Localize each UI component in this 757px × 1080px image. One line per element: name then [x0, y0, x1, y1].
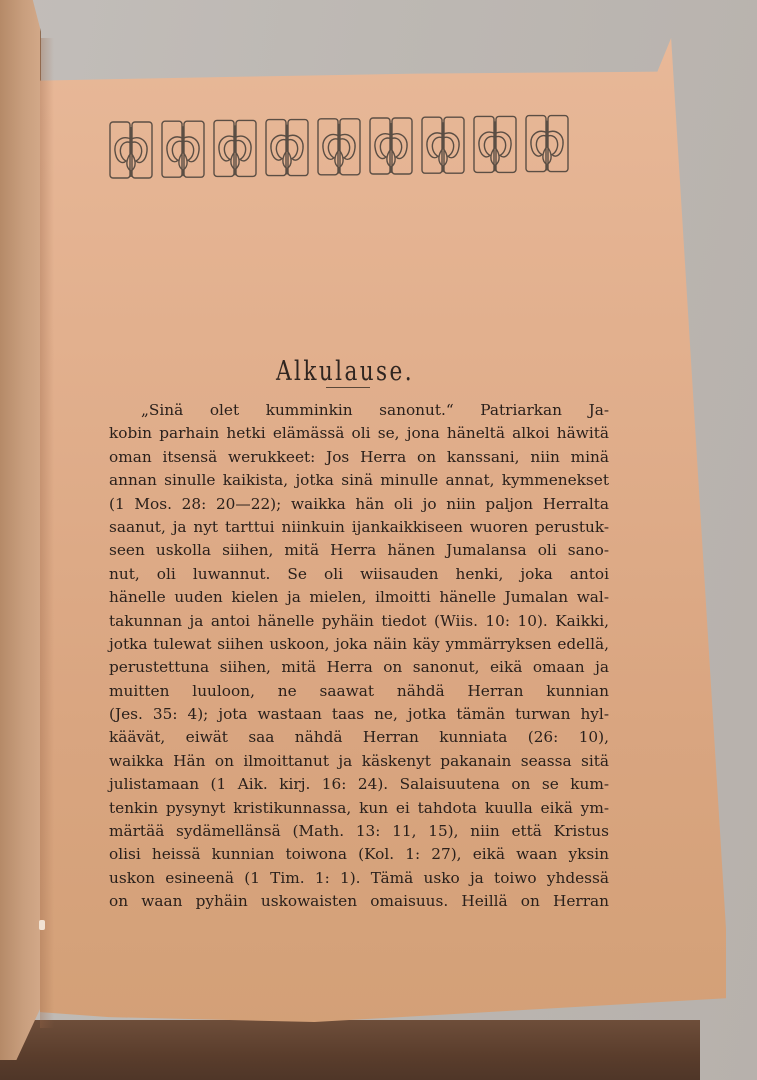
ornament-headband	[108, 110, 588, 190]
text-line: perustettuna siihen, mitä Herra on sanonut, eikä omaan ja	[109, 658, 609, 677]
text-line: uskon esineenä (1 Tim. 1: 1). Tämä usko ja toiwo yhdessä	[109, 868, 609, 887]
text-line: julistamaan (1 Aik. kirj. 16: 24). Salaisuutena on se kum-	[109, 775, 609, 794]
text-line: oman itsensä werukkeet: Jos Herra on kanssani, niin minä	[109, 447, 609, 466]
text-line: „Sinä olet kumminkin sanonut.“ Patriarkan Ja-	[141, 401, 609, 419]
book-edge-shadow	[0, 1020, 700, 1080]
text-line: on waan pyhäin uskowaisten omaisuus. Heillä on Herran	[109, 892, 609, 911]
page-gutter-shade	[40, 38, 54, 1028]
text-line: käävät, eiwät saa nähdä Herran kunniata (26: 10),	[109, 728, 609, 747]
text-line: saanut, ja nyt tarttui niinkuin ijankaikkiseen wuoren perustuk-	[109, 517, 609, 536]
binding-thread	[39, 920, 45, 930]
body-paragraph	[109, 399, 609, 914]
tulip-ornament-icon	[160, 118, 206, 180]
text-line: tenkin pysynyt kristikunnassa, kun ei tahdota kuulla eikä ym-	[109, 798, 609, 817]
title-rule	[326, 387, 370, 388]
tulip-ornament-icon	[368, 115, 414, 177]
text-line: muitten luuloon, ne saawat nähdä Herran kunnian	[109, 681, 609, 700]
text-line: annan sinulle kaikista, jotka sinä minulle annat, kymmenekset	[109, 471, 609, 490]
text-line: hänelle uuden kielen ja mielen, ilmoitti hänelle Jumalan wal-	[109, 588, 609, 607]
text-line: (1 Mos. 28: 20—22); waikka hän oli jo niin paljon Herralta	[109, 494, 609, 513]
text-line: waikka Hän on ilmoittanut ja käskenyt pakanain seassa sitä	[109, 751, 609, 770]
text-line: jotka tulewat siihen uskoon, joka näin käy ymmärryksen edellä,	[109, 634, 609, 653]
text-line: olisi heissä kunnian toiwona (Kol. 1: 27), eikä waan yksin	[109, 845, 609, 864]
tulip-ornament-icon	[212, 117, 258, 179]
text-line: märtää sydämellänsä (Math. 13: 11, 15), niin että Kristus	[109, 822, 609, 841]
tulip-ornament-icon	[316, 116, 362, 178]
tulip-ornament-icon	[472, 113, 518, 175]
text-line: takunnan ja antoi hänelle pyhäin tiedot (Wiis. 10: 10). Kaikki,	[109, 611, 609, 630]
text-line: (Jes. 35: 4); jota wastaan taas ne, jotka tämän turwan hyl-	[109, 705, 609, 724]
text-line: nut, oli luwannut. Se oli wiisauden henki, joka antoi	[109, 564, 609, 583]
text-line: kobin parhain hetki elämässä oli se, jona häneltä alkoi häwitä	[109, 424, 609, 443]
tulip-ornament-icon	[420, 114, 466, 176]
page-title: Alkulause.	[276, 356, 414, 388]
book-cover-edge	[0, 0, 41, 1060]
text-line: seen uskolla siihen, mitä Herra hänen Jumalansa oli sano-	[109, 541, 609, 560]
tulip-ornament-icon	[108, 119, 154, 181]
tulip-ornament-icon	[524, 113, 570, 175]
tulip-ornament-icon	[264, 117, 310, 179]
